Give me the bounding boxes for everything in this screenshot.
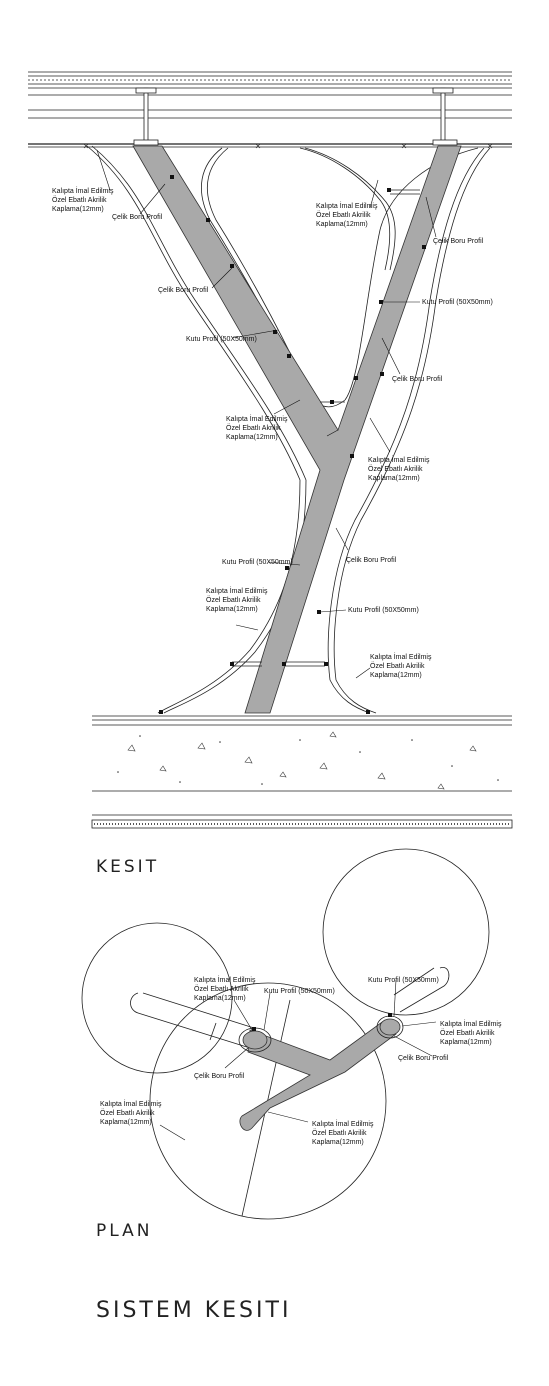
section-leaders xyxy=(97,150,436,678)
label-cladding-bl: Kalıpta İmal Edilmiş Özel Ebatlı Akrilik Kaplama(12mm) xyxy=(206,588,268,613)
label-steel-4: Çelik Boru Profil xyxy=(392,376,443,383)
label-steel-2: Çelik Boru Profil xyxy=(433,238,484,245)
label-box-1: Kutu Profil (50X50mm) xyxy=(422,299,493,306)
title-plan: PLAN xyxy=(96,1221,153,1241)
label-cladding-br: Kalıpta İmal Edilmiş Özel Ebatlı Akrilik Kaplama(12mm) xyxy=(370,654,432,679)
plan-label-cladding-fc: Kalıpta İmal Edilmiş Özel Ebatlı Akrilik Kaplama(12mm) xyxy=(312,1121,374,1146)
label-cladding-mr: Kalıpta İmal Edilmiş Özel Ebatlı Akrilik Kaplama(12mm) xyxy=(368,457,430,482)
section-text-labels xyxy=(52,186,493,679)
plan-label-box-l: Kutu Profil (50X50mm) xyxy=(264,988,335,995)
ceiling-hanger-right xyxy=(441,88,445,142)
label-box-2: Kutu Profil (50X50mm) xyxy=(186,336,257,343)
plan-drawing xyxy=(82,849,489,1219)
label-box-3: Kutu Profil (50X50mm) xyxy=(222,559,293,566)
plan-label-steel-l: Çelik Boru Profil xyxy=(194,1073,245,1080)
label-steel-1: Çelik Boru Profil xyxy=(112,214,163,221)
label-cladding-tl: Kalıpta İmal Edilmiş Özel Ebatlı Akrilik Kaplama(12mm) xyxy=(52,188,114,213)
label-steel-3: Çelik Boru Profil xyxy=(158,287,209,294)
ceiling-hanger-left xyxy=(144,88,148,142)
steel-pipe-y xyxy=(133,146,461,713)
plan-label-cladding-fl: Kalıpta İmal Edilmiş Özel Ebatlı Akrilik Kaplama(12mm) xyxy=(100,1101,162,1126)
plan-label-steel-r: Çelik Boru Profil xyxy=(398,1055,449,1062)
plan-label-box-r: Kutu Profil (50X50mm) xyxy=(368,977,439,984)
plan-label-cladding-l: Kalıpta İmal Edilmiş Özel Ebatlı Akrilik Kaplama(12mm) xyxy=(194,977,256,1002)
floor-assembly xyxy=(92,716,512,828)
label-cladding-ml: Kalıpta İmal Edilmiş Özel Ebatlı Akrilik Kaplama(12mm) xyxy=(226,416,288,441)
label-cladding-tr: Kalıpta İmal Edilmiş Özel Ebatlı Akrilik Kaplama(12mm) xyxy=(316,203,378,228)
label-steel-5: Çelik Boru Profil xyxy=(346,557,397,564)
label-box-4: Kutu Profil (50X50mm) xyxy=(348,607,419,614)
y-column-section xyxy=(87,146,490,714)
plan-label-cladding-r: Kalıpta İmal Edilmiş Özel Ebatlı Akrilik Kaplama(12mm) xyxy=(440,1021,502,1046)
title-section: KESIT xyxy=(96,857,160,877)
plan-circle-right xyxy=(323,849,489,1015)
ceiling-assembly xyxy=(28,72,512,148)
title-main: SISTEM KESITI xyxy=(96,1298,292,1323)
